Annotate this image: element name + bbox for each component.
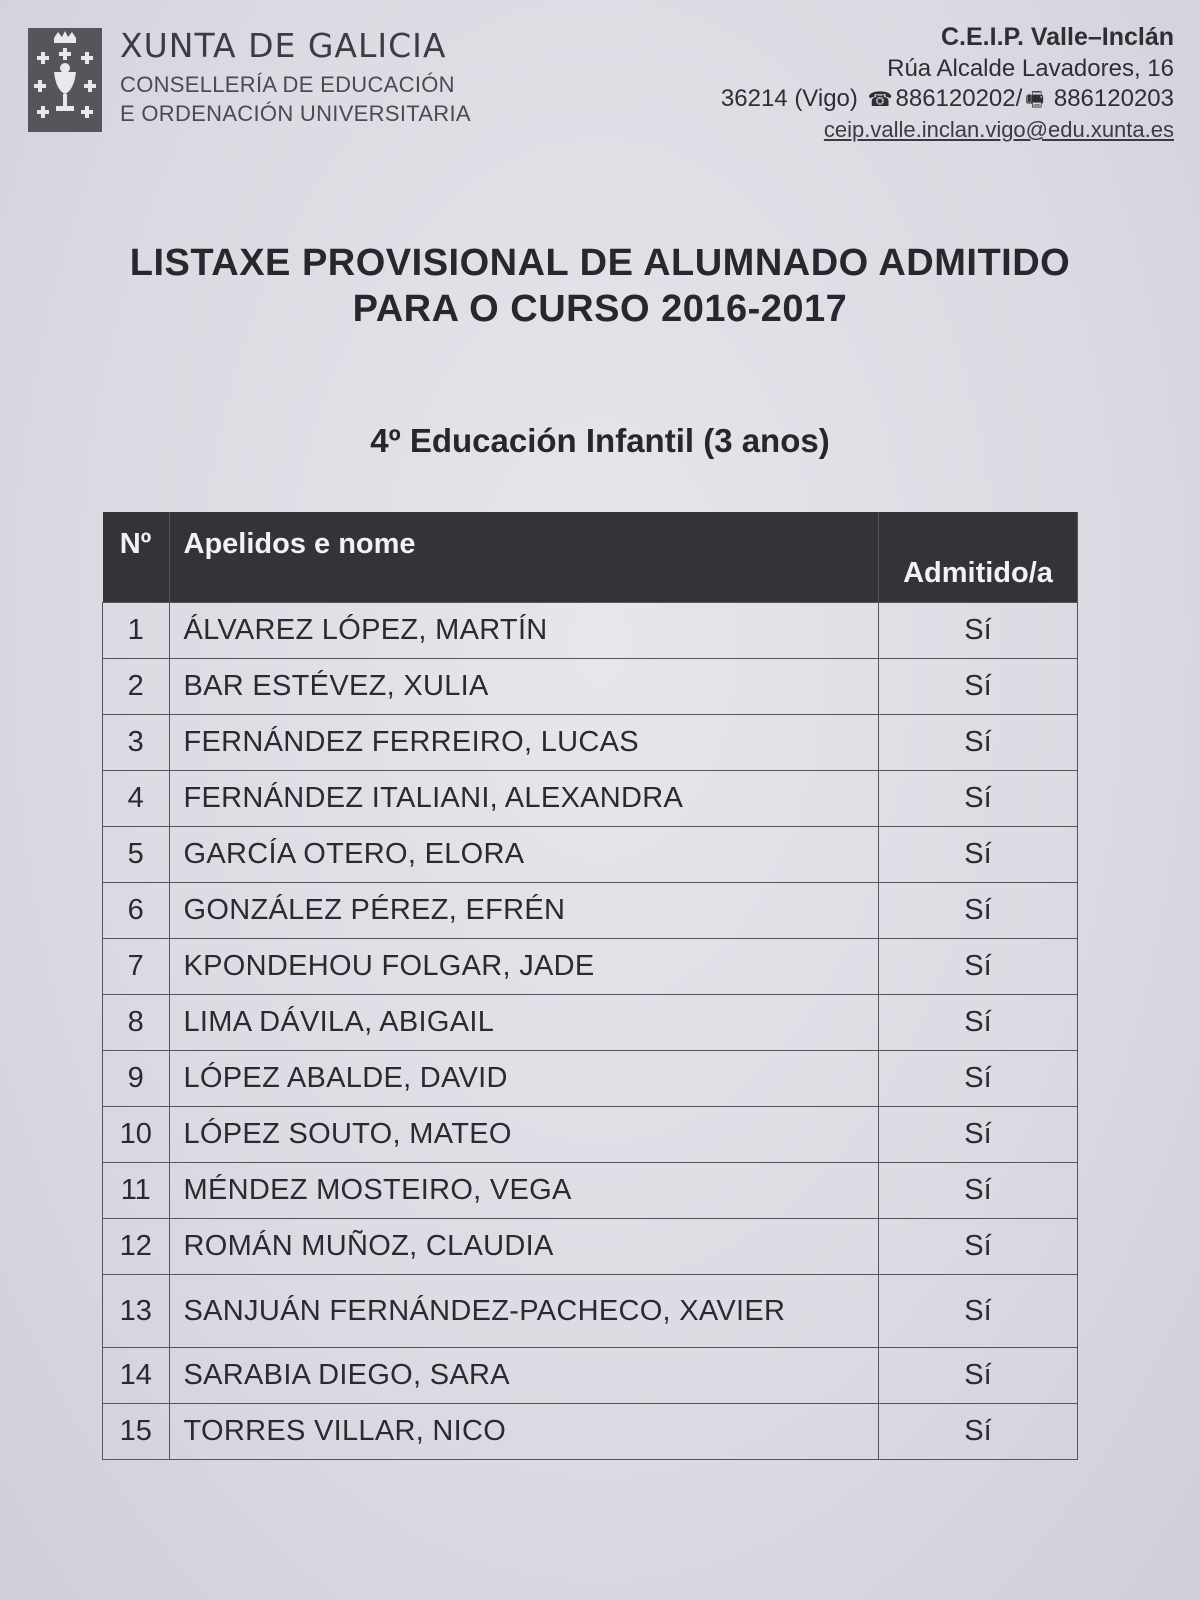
admitted-status: Sí	[879, 659, 1078, 715]
admitted-status: Sí	[879, 771, 1078, 827]
admitted-status: Sí	[879, 1163, 1078, 1219]
row-number: 14	[103, 1348, 170, 1404]
admitted-status: Sí	[879, 1275, 1078, 1348]
row-number: 8	[103, 995, 170, 1051]
table-row	[103, 603, 1078, 659]
table-row	[103, 995, 1078, 1051]
table-row	[103, 1107, 1078, 1163]
title-line1: LISTAXE PROVISIONAL DE ALUMNADO ADMITIDO	[129, 242, 1071, 284]
student-name: KPONDEHOU FOLGAR, JADE	[169, 939, 879, 995]
school-fax: 886120203	[1053, 85, 1174, 112]
table-row	[103, 771, 1078, 827]
page-title	[40, 240, 1160, 332]
table-row	[103, 1051, 1078, 1107]
school-address: Rúa Alcalde Lavadores, 16	[887, 55, 1174, 82]
row-number: 13	[103, 1275, 170, 1348]
school-name: C.E.I.P. Valle–Inclán	[941, 23, 1174, 51]
phone-icon: ☎	[867, 89, 893, 111]
admitted-status: Sí	[879, 827, 1078, 883]
student-name: LIMA DÁVILA, ABIGAIL	[169, 995, 879, 1051]
header-name: Apelidos e nome	[169, 512, 879, 603]
school-city: 36214 (Vigo)	[720, 85, 858, 112]
table-row	[103, 1275, 1078, 1348]
row-number: 4	[103, 771, 170, 827]
row-number: 15	[103, 1404, 170, 1460]
student-name: MÉNDEZ MOSTEIRO, VEGA	[169, 1163, 879, 1219]
school-phone-line	[721, 84, 1174, 115]
fax-icon: 🖷	[1025, 89, 1045, 111]
student-name: GARCÍA OTERO, ELORA	[169, 827, 879, 883]
header-num: Nº	[103, 512, 170, 603]
row-number: 12	[103, 1219, 170, 1275]
school-contact-block	[721, 22, 1174, 145]
student-name: SANJUÁN FERNÁNDEZ-PACHECO, XAVIER	[169, 1275, 879, 1348]
org-sub-line1: CONSELLERÍA DE EDUCACIÓN	[120, 72, 455, 97]
row-number: 2	[103, 659, 170, 715]
admitted-status: Sí	[879, 1107, 1078, 1163]
title-line2: PARA O CURSO 2016-2017	[352, 288, 848, 330]
row-number: 1	[103, 603, 170, 659]
school-phone: 886120202/	[895, 85, 1023, 112]
school-email-link[interactable]: ceip.valle.inclan.vigo@edu.xunta.es	[823, 117, 1174, 142]
xunta-logo-block	[28, 28, 471, 132]
admitted-status: Sí	[879, 603, 1078, 659]
admitted-status: Sí	[879, 883, 1078, 939]
student-name: LÓPEZ SOUTO, MATEO	[169, 1107, 879, 1163]
table-row	[103, 827, 1078, 883]
table-row	[103, 939, 1078, 995]
admitted-status: Sí	[879, 1219, 1078, 1275]
admitted-status: Sí	[879, 995, 1078, 1051]
student-name: LÓPEZ ABALDE, DAVID	[169, 1051, 879, 1107]
table-row	[103, 1348, 1078, 1404]
table-body	[103, 603, 1078, 1460]
row-number: 7	[103, 939, 170, 995]
course-subtitle: 4º Educación Infantil (3 anos)	[370, 422, 830, 459]
org-sub-line2: E ORDENACIÓN UNIVERSITARIA	[120, 101, 471, 126]
header-admitted: Admitido/a	[879, 512, 1078, 603]
student-name: GONZÁLEZ PÉREZ, EFRÉN	[169, 883, 879, 939]
student-name: ROMÁN MUÑOZ, CLAUDIA	[169, 1219, 879, 1275]
student-name: BAR ESTÉVEZ, XULIA	[169, 659, 879, 715]
admitted-students-table	[102, 512, 1078, 1460]
student-name: FERNÁNDEZ ITALIANI, ALEXANDRA	[169, 771, 879, 827]
student-name: SARABIA DIEGO, SARA	[169, 1348, 879, 1404]
row-number: 9	[103, 1051, 170, 1107]
org-title: XUNTA DE GALICIA	[120, 26, 447, 65]
row-number: 11	[103, 1163, 170, 1219]
table-row	[103, 883, 1078, 939]
admitted-status: Sí	[879, 1404, 1078, 1460]
admitted-status: Sí	[879, 1348, 1078, 1404]
table-row	[103, 659, 1078, 715]
galicia-emblem-icon	[28, 28, 102, 132]
table-row	[103, 715, 1078, 771]
row-number: 6	[103, 883, 170, 939]
table-row	[103, 1219, 1078, 1275]
student-name: TORRES VILLAR, NICO	[169, 1404, 879, 1460]
admitted-status: Sí	[879, 939, 1078, 995]
student-name: ÁLVAREZ LÓPEZ, MARTÍN	[169, 603, 879, 659]
row-number: 10	[103, 1107, 170, 1163]
table-row	[103, 1404, 1078, 1460]
student-name: FERNÁNDEZ FERREIRO, LUCAS	[169, 715, 879, 771]
admitted-status: Sí	[879, 715, 1078, 771]
admitted-status: Sí	[879, 1051, 1078, 1107]
row-number: 3	[103, 715, 170, 771]
table-header-row	[103, 512, 1078, 603]
table-row	[103, 1163, 1078, 1219]
row-number: 5	[103, 827, 170, 883]
